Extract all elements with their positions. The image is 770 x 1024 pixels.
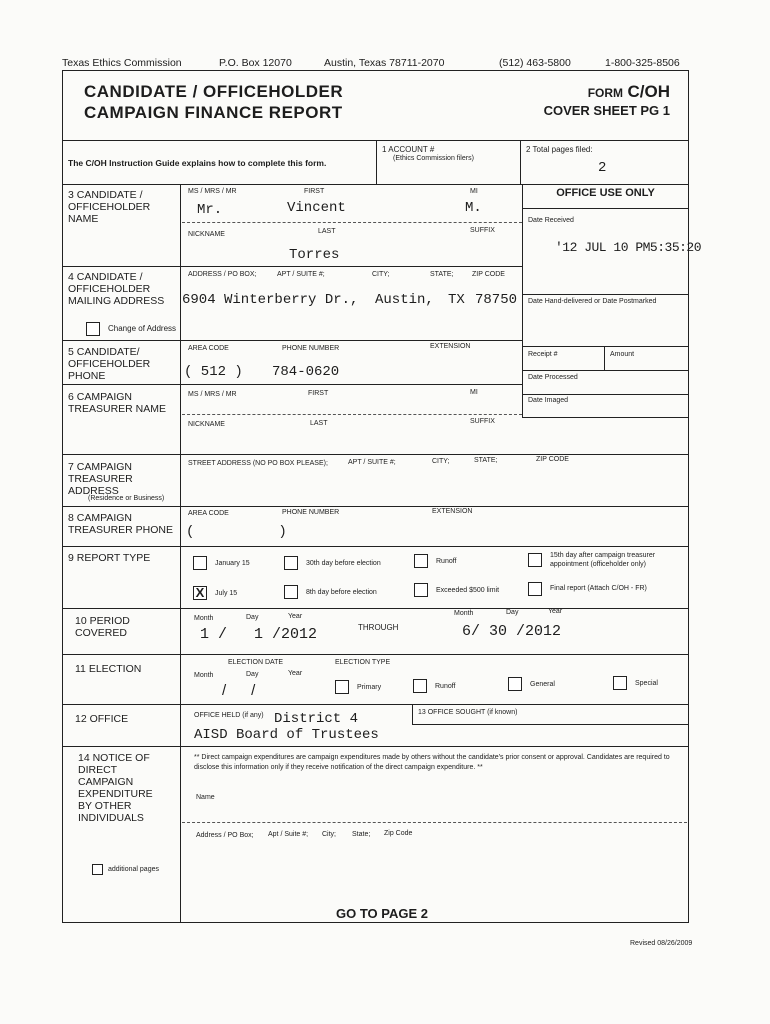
office-held-value-1[interactable]: District 4 (274, 711, 359, 727)
election-general-checkbox[interactable] (508, 677, 522, 691)
form-label: FORM (587, 86, 624, 100)
report-jul15-checkbox[interactable] (193, 586, 207, 600)
form-code-block (540, 82, 670, 102)
section-10-label: 10 PERIOD COVERED (75, 615, 130, 639)
additional-pages-checkbox[interactable] (92, 864, 103, 875)
notice-city-label: City; (322, 831, 336, 838)
candidate-city[interactable]: Austin, (375, 292, 434, 308)
period-from-day-label: Day (246, 614, 259, 621)
change-of-address-label: Change of Address (108, 324, 177, 333)
first-label: FIRST (304, 188, 325, 195)
treasurer-phone-label: PHONE NUMBER (282, 509, 340, 516)
treasurer-last-label: LAST (310, 420, 328, 427)
candidate-street-address[interactable]: 6904 Winterberry Dr., (182, 292, 359, 308)
period-to-year-label: Year (548, 608, 563, 615)
form-title-line2: CAMPAIGN FINANCE REPORT (84, 103, 343, 122)
treasurer-extension-label: EXTENSION (432, 508, 473, 515)
cover-sheet-label: COVER SHEET PG 1 (543, 103, 670, 118)
notice-address-label: Address / PO Box; (196, 832, 254, 839)
period-from-month-label: Month (194, 615, 214, 622)
notice-zip-label: Zip Code (384, 830, 413, 837)
report-jul15-check-mark: X (195, 585, 205, 600)
election-runoff-label: Runoff (435, 683, 456, 690)
total-pages-label: 2 Total pages filed: (526, 145, 593, 154)
election-primary-checkbox[interactable] (335, 680, 349, 694)
treasurer-area-code[interactable]: ( ) (186, 524, 287, 540)
election-date-label: ELECTION DATE (228, 659, 284, 666)
section-12-label: 12 OFFICE (75, 713, 129, 725)
election-type-label: ELECTION TYPE (335, 659, 391, 666)
treasurer-street-label: STREET ADDRESS (NO PO BOX PLEASE); (188, 460, 328, 467)
phone-number-label: PHONE NUMBER (282, 345, 340, 352)
zip-label: ZIP CODE (472, 271, 505, 278)
section-5-label: 5 CANDIDATE/ OFFICEHOLDER PHONE (68, 346, 151, 382)
report-exceeded-label: Exceeded $500 limit (436, 587, 500, 594)
section-8-label: 8 CAMPAIGN TREASURER PHONE (68, 512, 174, 536)
report-8day-checkbox[interactable] (284, 585, 298, 599)
treasurer-nickname-label: NICKNAME (188, 421, 225, 428)
treasurer-apt-label: APT / SUITE #; (348, 459, 396, 466)
receipt-label: Receipt # (528, 351, 558, 358)
treasurer-zip-label: ZIP CODE (536, 456, 569, 463)
report-runoff-label: Runoff (436, 558, 457, 565)
section-11-label: 11 ELECTION (75, 663, 142, 675)
additional-pages-label: additional pages (108, 866, 159, 873)
city-state-zip: Austin, Texas 78711-2070 (324, 57, 445, 69)
candidate-area-code[interactable]: ( 512 ) (184, 364, 243, 380)
report-jan15-label: January 15 (215, 560, 250, 567)
election-day-label: Day (246, 671, 259, 678)
candidate-first-name[interactable]: Vincent (287, 200, 346, 216)
apt-label: APT / SUITE #; (277, 271, 325, 278)
report-30day-label: 30th day before election (306, 560, 381, 567)
suffix-label: SUFFIX (470, 227, 495, 234)
election-date-slashes[interactable]: / / (222, 682, 256, 699)
section-7-label: 7 CAMPAIGN TREASURER ADDRESS (68, 461, 133, 497)
commission-name: Texas Ethics Commission (62, 57, 182, 69)
notice-apt-label: Apt / Suite #; (268, 831, 309, 838)
last-label: LAST (318, 228, 336, 235)
mi-label: MI (470, 188, 478, 195)
extension-label: EXTENSION (430, 343, 471, 350)
period-from-year-label: Year (288, 613, 303, 620)
period-to-day-label: Day (506, 609, 519, 616)
treasurer-address-sub: (Residence or Business) (88, 495, 165, 502)
election-primary-label: Primary (357, 684, 382, 691)
received-stamp: '12 JUL 10 PM5:35:20 (555, 240, 702, 255)
ms-label: MS / MRS / MR (188, 188, 237, 195)
section-3-label: 3 CANDIDATE / OFFICEHOLDER NAME (68, 189, 151, 225)
account-label: 1 ACCOUNT # (382, 145, 435, 154)
revised-date: Revised 08/26/2009 (630, 940, 693, 947)
period-to-date[interactable]: 6/ 30 /2012 (462, 623, 562, 640)
period-from-date[interactable]: 1 / 1 /2012 (200, 626, 318, 643)
city-label: CITY; (372, 271, 390, 278)
report-15day-checkbox[interactable] (528, 553, 542, 567)
state-label: STATE; (430, 271, 454, 278)
date-imaged-label: Date Imaged (528, 397, 569, 404)
po-box: P.O. Box 12070 (219, 57, 292, 69)
phone-number: (512) 463-5800 (499, 57, 571, 69)
through-label: THROUGH (358, 623, 399, 632)
election-year-label: Year (288, 670, 303, 677)
candidate-state[interactable]: TX (448, 292, 465, 308)
instruction-guide-note: The C/OH Instruction Guide explains how to complete this form. (68, 158, 327, 168)
candidate-zip[interactable]: 78750 (475, 292, 518, 308)
address-label: ADDRESS / PO BOX; (188, 271, 257, 278)
section-9-label: 9 REPORT TYPE (68, 552, 151, 564)
election-special-label: Special (635, 680, 658, 687)
toll-free-number: 1-800-325-8506 (605, 57, 680, 69)
nickname-label: NICKNAME (188, 231, 225, 238)
total-pages-value[interactable]: 2 (598, 160, 607, 176)
office-sought-label: 13 OFFICE SOUGHT (if known) (418, 709, 518, 716)
account-sub: (Ethics Commission filers) (393, 155, 474, 162)
candidate-title[interactable]: Mr. (197, 202, 223, 218)
report-jan15-checkbox[interactable] (193, 556, 207, 570)
treasurer-first-label: FIRST (308, 390, 329, 397)
report-final-label: Final report (Attach C/OH - FR) (550, 585, 647, 592)
office-held-value-2[interactable]: AISD Board of Trustees (194, 727, 379, 743)
notice-name-label: Name (196, 794, 215, 801)
area-code-label: AREA CODE (188, 345, 229, 352)
treasurer-mi-label: MI (470, 389, 478, 396)
section-14-label: 14 NOTICE OF DIRECT CAMPAIGN EXPENDITURE BY OTHER INDIVIDUALS (78, 752, 153, 824)
date-processed-label: Date Processed (528, 374, 578, 381)
report-30day-checkbox[interactable] (284, 556, 298, 570)
election-runoff-checkbox[interactable] (413, 679, 427, 693)
go-to-page-2: GO TO PAGE 2 (336, 906, 428, 921)
period-to-month-label: Month (454, 610, 474, 617)
treasurer-area-code-label: AREA CODE (188, 510, 229, 517)
amount-label: Amount (610, 351, 635, 358)
treasurer-city-label: CITY; (432, 458, 450, 465)
treasurer-state-label: STATE; (474, 457, 498, 464)
report-exceeded-checkbox[interactable] (414, 583, 428, 597)
report-final-checkbox[interactable] (528, 582, 542, 596)
election-month-label: Month (194, 672, 214, 679)
candidate-middle-initial[interactable]: M. (465, 200, 482, 216)
office-held-label: OFFICE HELD (if any) (194, 712, 264, 719)
election-special-checkbox[interactable] (613, 676, 627, 690)
treasurer-suffix-label: SUFFIX (470, 418, 495, 425)
notice-state-label: State; (352, 831, 371, 838)
candidate-last-name[interactable]: Torres (289, 247, 340, 263)
notice-text: ** Direct campaign expenditures are campaign expenditures made by others without the candidate's prior consent or approval. Candidates are required to disclose this information only if they receive notification of the direct campaign expenditure. ** (194, 754, 670, 771)
change-of-address-checkbox[interactable] (86, 322, 100, 336)
form-code: C/OH (627, 82, 670, 101)
form-title-line1: CANDIDATE / OFFICEHOLDER (84, 82, 344, 101)
election-general-label: General (530, 681, 555, 688)
section-4-label: 4 CANDIDATE / OFFICEHOLDER MAILING ADDRESS (68, 271, 165, 307)
candidate-phone-number[interactable]: 784-0620 (272, 364, 340, 380)
report-15day-label: 15th day after campaign treasurer appointment (officeholder only) (550, 552, 656, 568)
treasurer-ms-label: MS / MRS / MR (188, 391, 237, 398)
section-6-label: 6 CAMPAIGN TREASURER NAME (68, 391, 167, 415)
date-received-label: Date Received (528, 217, 574, 224)
report-jul15-label: July 15 (215, 590, 238, 597)
report-runoff-checkbox[interactable] (414, 554, 428, 568)
office-use-title: OFFICE USE ONLY (556, 187, 655, 199)
report-8day-label: 8th day before election (306, 589, 377, 596)
date-hand-label: Date Hand-delivered or Date Postmarked (528, 298, 657, 305)
